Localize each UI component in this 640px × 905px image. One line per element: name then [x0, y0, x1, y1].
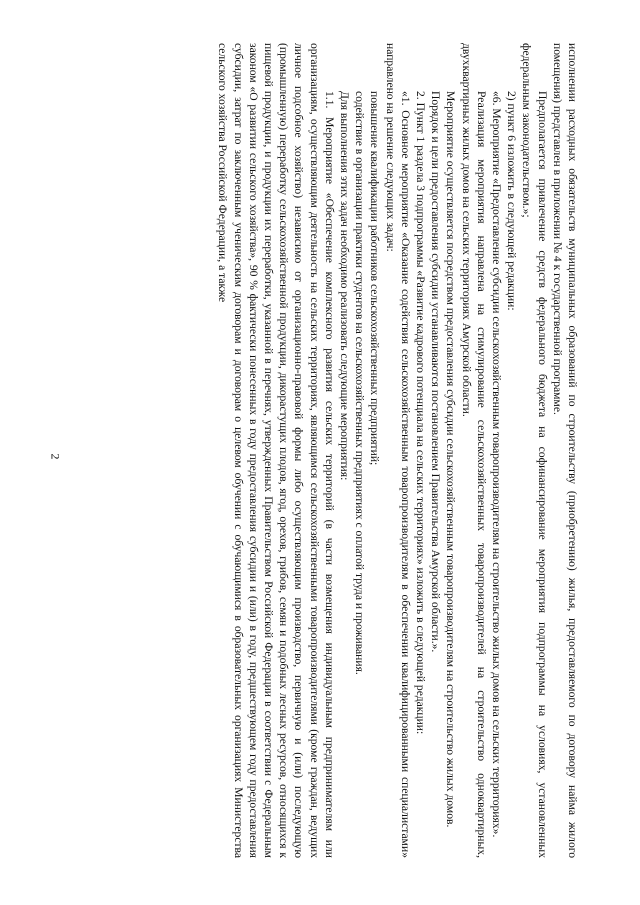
rotated-page-body: [50, 43, 580, 858]
paragraph: 2) пункт 6 изложить в следующей редакции:: [505, 91, 519, 311]
paragraph: Предполагается привлечение средств федерального бюджета на софинансирование мероприятия подпрограммы на условиях, установленных федеральным законодательством.»;: [520, 43, 549, 858]
page-number: 2: [48, 453, 63, 460]
paragraph: «6. Мероприятие «Предоставление субсидии сельскохозяйственным товаропроизводителям на строительство жилых домов на сельских территориях».: [489, 91, 503, 838]
paragraph: 1.1. Мероприятие «Обеспечение комплексного развития сельских территорий (в части возмещения индивидуальным предпринимателям или организациям, осуществляющим деятельность на сельских территориях, являющимся сельскохозяйственными товаропроизводителями (кроме граждан, ведущих личное подсобное хозяйство) независимо от организационно-правовой формы либо осуществляющим производство, первичную и (или) последующую (промышленную) переработку сельскохозяйственной продукции, дикорастущих плодов, ягод, орехов, грибов, семян и подобных лесных ресурсов, относящихся к пищевой продукции, и продукции их переработки, указанной в перечнях, утвержденных Правительством Российской Федерации в соответствии с Федеральным законом «О развитии сельского хозяйства», 90 % фактически понесенных в году предоставления субсидии и (или) в году, предшествующем году предоставления субсидии, затрат по заключенным ученическим договорам и договорам о целевом обучении с обучающимися в образовательных организациях Министерства сельского хозяйства Российской Федерации, а также: [216, 43, 336, 858]
document-body: [215, 43, 580, 858]
paragraph: «1. Основное мероприятие «Оказание содействия сельскохозяйственным товаропроизводителям в обеспечении квалифицированными специалистами» направлено на решение следующих задач:: [383, 43, 412, 858]
paragraph: Мероприятие осуществляется посредством предоставления субсидии сельскохозяйственным товаропроизводителям на строительство жилых домов.: [444, 91, 458, 828]
paragraph: содействие в организации практики студентов на сельскохозяйственных предприятиях с оплатой труда и проживания.: [353, 91, 367, 675]
paragraph: Порядок и цели предоставления субсидии устанавливаются постановлением Правительства Амурской области.».: [429, 91, 443, 653]
paragraph: повышение квалификации работников сельскохозяйственных предприятий;: [368, 91, 382, 466]
paragraph: Реализация мероприятия направлена на стимулирование сельскохозяйственных товаропроизводителей на строительство одноквартирных, двухквартирных жилых домов на сельских территориях Амурской области.: [459, 43, 488, 858]
paragraph: Для выполнения этих задач необходимо реализовать следующие мероприятия:: [337, 91, 351, 481]
paragraph: 2. Пункт 1 раздела 3 подпрограммы «Развитие кадрового потенциала на сельских территориях» изложить в следующей редакции:: [413, 91, 427, 735]
paragraph: исполнении расходных обязательств муниципальных образований по строительству (приобретению) жилья, предоставляемого по договору найма жилого помещения) представлен в приложении № 4 к государственной программе.: [550, 43, 579, 858]
